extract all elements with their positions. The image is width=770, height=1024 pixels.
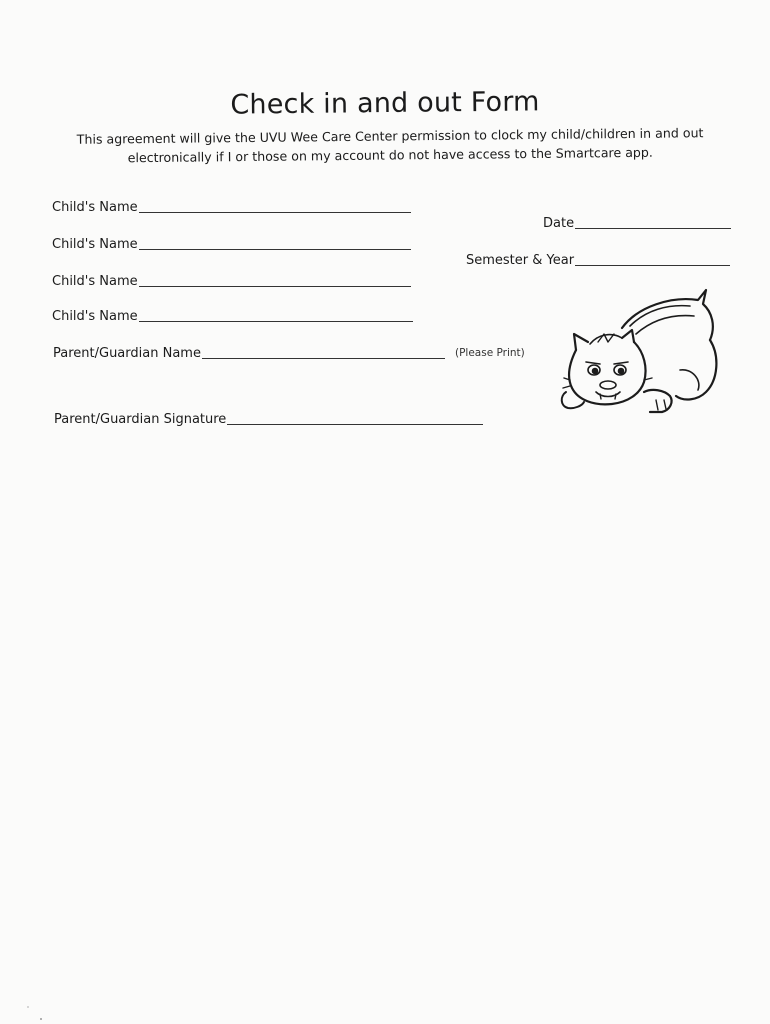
semester-year-label: Semester & Year <box>466 253 575 268</box>
parent-name-line[interactable] <box>202 357 445 359</box>
child-name-field-4[interactable] <box>52 309 413 324</box>
child-name-line[interactable] <box>139 285 411 287</box>
please-print-note: (Please Print) <box>455 347 525 359</box>
form-intro <box>55 123 725 168</box>
child-name-field-2[interactable] <box>52 237 411 252</box>
scan-speck <box>27 1006 29 1008</box>
child-name-line[interactable] <box>139 211 411 213</box>
scan-speck <box>40 1018 42 1020</box>
child-name-label: Child's Name <box>52 200 138 215</box>
form-title: Check in and out Form <box>230 86 540 121</box>
date-field[interactable] <box>543 216 731 231</box>
intro-line-2: electronically if I or those on my account do not have access to the Smartcare app. <box>127 144 653 166</box>
intro-line-1: This agreement will give the UVU Wee Care Center permission to clock my child/children in and out <box>76 125 704 147</box>
child-name-line[interactable] <box>139 320 413 322</box>
parent-name-label: Parent/Guardian Name <box>53 346 201 361</box>
parent-name-field[interactable] <box>53 346 445 361</box>
child-name-field-1[interactable] <box>52 200 411 215</box>
signature-field[interactable] <box>54 412 483 427</box>
child-name-field-3[interactable] <box>52 274 411 289</box>
semester-year-line[interactable] <box>575 264 730 266</box>
signature-line[interactable] <box>227 423 483 425</box>
child-name-label: Child's Name <box>52 309 138 324</box>
wolverine-mascot-icon <box>560 288 720 420</box>
semester-year-field[interactable] <box>466 253 730 268</box>
signature-label: Parent/Guardian Signature <box>54 412 227 427</box>
child-name-label: Child's Name <box>52 237 138 252</box>
child-name-line[interactable] <box>139 248 411 250</box>
date-label: Date <box>543 216 575 231</box>
date-line[interactable] <box>575 227 731 229</box>
child-name-label: Child's Name <box>52 274 138 289</box>
